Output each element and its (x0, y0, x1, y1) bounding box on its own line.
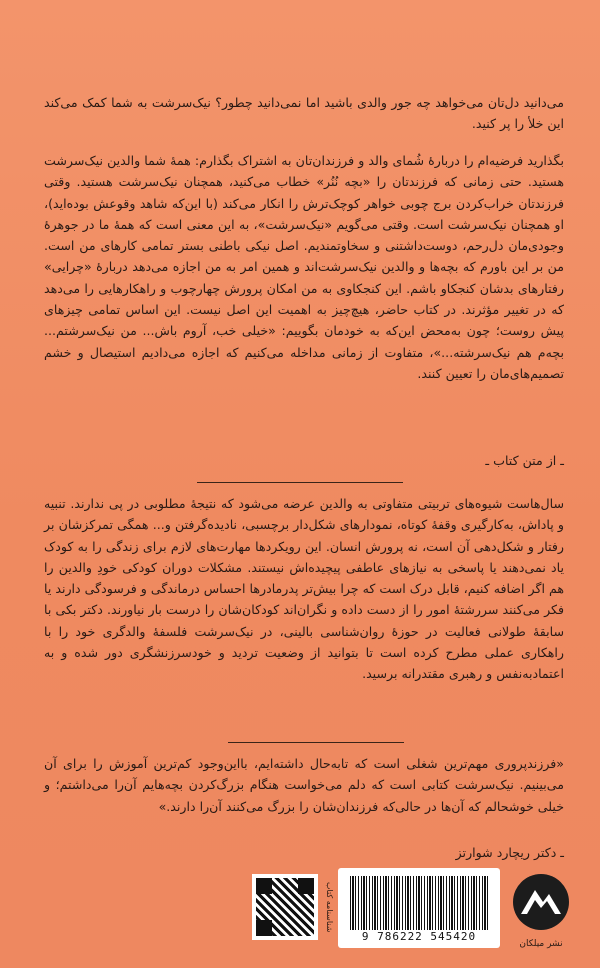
barcode (338, 868, 500, 948)
endorsement-quote (44, 753, 564, 817)
excerpt-paragraph (44, 150, 564, 384)
barcode-bars (350, 876, 488, 930)
publisher-name: نشر میلکان (519, 939, 563, 949)
publisher-logo-icon (511, 868, 571, 946)
qr-pattern (256, 878, 314, 936)
divider-bottom (228, 742, 404, 743)
quote-text: «فرزندپروری مهم‌ترین شغلی است که تابه‌حال داشته‌ایم، بااین‌وجود کم‌ترین آموزش را برای آن می‌بینیم. نیک‌سرشت کتابی است که دلم می‌خواست هنگام بزرگ‌کردن بچه‌هایم آن‌را می‌داشتم؛ و خیلی خوشحالم که آن‌ها در حالی‌که فرزندان‌شان را بزرگ می‌کنند آن‌را دارند.» (44, 756, 564, 814)
about-paragraph (44, 493, 564, 685)
divider-top (197, 482, 403, 483)
intro-text: می‌دانید دل‌تان می‌خواهد چه جور والدی باشید اما نمی‌دانید چطور؟ نیک‌سرشت به شما کمک می‌کند این خلأ را پر کنید. (44, 95, 564, 132)
about-text: سال‌هاست شیوه‌های تربیتی متفاوتی به والدین عرضه می‌شود که نتیجهٔ مطلوبی در پی ندارند. تنبیه و پاداش، به‌کارگیری وقفهٔ کوتاه، نمودارهای شکل‌دار برچسبی، نادیده‌گرفتن و... همگی تمرکزشان بر رفتار و شکل‌دهی آن است، نه پرورش انسان. این رویکردها مهارت‌های لازم برای زندگی را به کودک یاد نمی‌دهند یا پاسخی به نیازهای عاطفی پیچیده‌اش نیستند. مشکلات دوران کودکی خودِ والدین را هم اگر اضافه کنیم، قابل درک است که چرا بیش‌تر پدرمادرها احساس درماندگی و فرسودگی دارند یا فکر می‌کنند سررشتهٔ امور را از دست داده و نگران‌اند کودکان‌شان را درست بار نیاورند. دکتر بکی با سابقهٔ طولانی فعالیت در حوزهٔ روان‌شناسی بالینی، در نیک‌سرشت فلسفهٔ والدگری خود را با راهکاری عملی مطرح کرده است تا بتوانید از وضعیت تردید و خودسرزنشگری دور شده و به اعتمادبه‌نفس و رهبری مقتدرانه برسید. (44, 496, 564, 682)
intro-paragraph (44, 92, 564, 135)
qr-code[interactable] (252, 874, 318, 940)
shenase-label: شناسنامه کتاب (325, 881, 334, 933)
excerpt-source: ـ از متن کتاب ـ (485, 453, 564, 468)
barcode-number: 9 786222 545420 (361, 930, 477, 943)
endorsement-author: ـ دکتر ریچارد شوارتز (455, 845, 564, 860)
excerpt-text: بگذارید فرضیه‌ام را دربارهٔ شُمای والد و فرزندان‌تان به اشتراک بگذارم: همهٔ شما والدین نیک‌سرشت هستید. حتی زمانی که فرزندتان را «بچه نُنُر» خطاب می‌کنید، همچنان نیک‌سرشت هستید. وقتی فرزندتان خراب‌کردن برج چوبی خواهر کوچک‌ترش را انکار می‌کند (با این‌که شاهد وقوعش بوده‌اید)، او همچنان نیک‌سرشت است. وقتی می‌گویم «نیک‌سرشت»، به این معنی است که همهٔ ما در جوهرهٔ وجودی‌مان دل‌رحم، دوست‌داشتنی و سخاوتمندیم. اصل نیکی باطنی بستر تمامی کارهای من است. من بر این باورم که بچه‌ها و والدین نیک‌سرشت‌اند و همین امر به من اجازه می‌دهد دربارهٔ «چرایی» رفتارهای بدشان کنجکاو باشم. این کنجکاوی به من امکان پرورش چهارچوب و راهکارهایی را می‌دهد که در تغییر مؤثرند. در کتاب حاضر، هیچ‌چیز به اهمیت این اصل نیست. این اساس تمامی چیزهای پیش روست؛ چون به‌محض این‌که به خودمان بگوییم: «خیلی خب، آروم باش... من نیک‌سرشتم... بچه‌م هم نیک‌سرشته...»، متفاوت از زمانی مداخله می‌کنیم که اجازه می‌دادیم استیصال و خشم تصمیم‌های‌مان را تعیین کنند. (44, 153, 564, 381)
